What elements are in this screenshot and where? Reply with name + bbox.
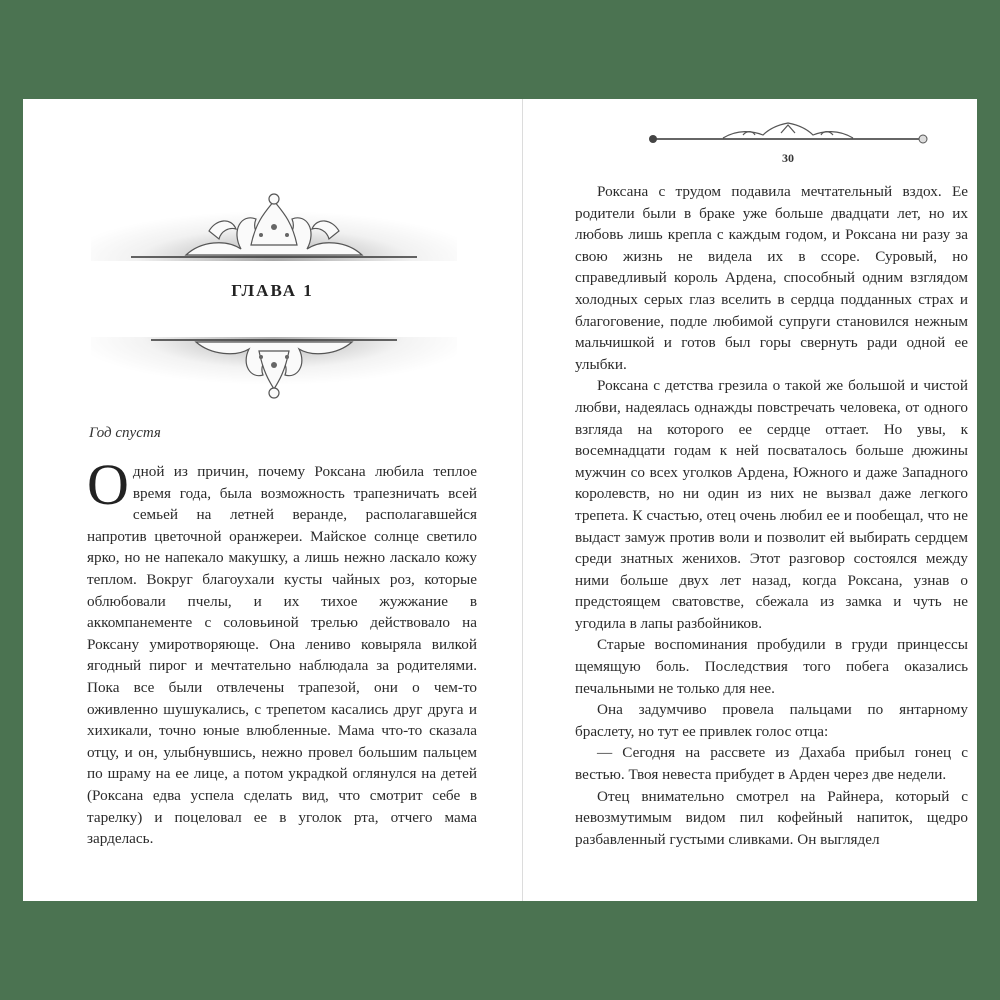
left-page (23, 99, 522, 901)
page-header (643, 119, 933, 167)
chapter-title: ГЛАВА 1 (231, 281, 314, 300)
paragraph: Старые воспоминания пробудили в груди принцессы щемящую боль. Последствия того побега оказались печальными не только для нее. (575, 636, 968, 697)
paragraph: Одной из причин, почему Роксана любила теплое время года, была возможность трапезничать всей семьей на летней веранде, располагавшейся напротив цветочной оранжереи. Майское солнце светило ярко, но не напекало макушку, а лишь нежно ласкало кожу теплом. Вокруг благоухали кусты чайных роз, которые облюбовали пчелы, и их тихое жужжание в аккомпанементе с соловьиной трелью действовало на Роксану умиротворяюще. Она лениво ковыряла вилкой ягодный пирог и мечтательно наблюдала за родителями. Пока все были отвлечены трапезой, они о чем-то оживленно шушукались, с трепетом касались друг друга и хихикали, точно юные влюбленные. Мама что-то сказала отцу, и он, улыбнувшись, нежно провел большим пальцем по шраму на ее лице, а потом украдкой оглянулся на детей (Роксана едва успела сделать вид, что смотрит себе в тарелку) и поцеловал ее в уголок рта, отчего мама зарделась. (87, 452, 477, 848)
paragraph: Роксана с детства грезила о такой же большой и чистой любви, надеялась однажды повстречать человека, от одного взгляда на которого ее сердце оттает. Но увы, к восемнадцати годам к ней посваталось больше дюжины мужчин со всех уголков Ардена, Южного и даже Западного королевств, но ни один из них не вызвал даже легкого трепета. К счастью, отец очень любил ее и пообещал, что не выдаст замуж против воли и позволит ей выбирать сердцем среди знатных женихов. Этот разговор состоялся между ними больше двух лет назад, когда Роксана, узнав о предстоящем сватовстве, сбежала из замка и чуть не угодила в лапы разбойников. (575, 377, 968, 632)
ornament-rule-icon (643, 119, 933, 149)
right-page (523, 99, 977, 901)
paragraph: Роксана с трудом подавила мечтательный вздох. Ее родители были в браке уже больше двадцати лет, но их любовь лишь крепла с каждым годом, и Роксана ни разу за свою жизнь не видела их в ссоре. Суровый, но справедливый король Ардена, способный одним взглядом холодных серых глаз вселить в сердца подданных страх и благоговение, подле любимой супруги становился нежным мальчишкой и готов был горы свернуть ради одной ее улыбки. (575, 183, 968, 373)
ornament-flourish-icon (91, 337, 457, 402)
chapter-subtitle: Год спустя (89, 425, 161, 441)
drop-cap: О (87, 452, 129, 517)
dialogue-paragraph: — Сегодня на рассвете из Дахаба прибыл гонец с вестью. Твоя невеста прибудет в Арден через две недели. (575, 744, 968, 784)
page-number: 30 (782, 151, 794, 165)
chapter-body-text (87, 452, 477, 850)
ornament-flourish-icon (91, 191, 457, 261)
book-spread (23, 99, 977, 901)
paragraph: Она задумчиво провела пальцами по янтарному браслету, но тут ее привлек голос отца: (575, 701, 968, 740)
paragraph: Отец внимательно смотрел на Райнера, который с невозмутимым видом пил кофейный напиток, щедро разбавленный густыми сливками. Он выглядел (575, 787, 968, 848)
page-body-text (575, 181, 968, 850)
